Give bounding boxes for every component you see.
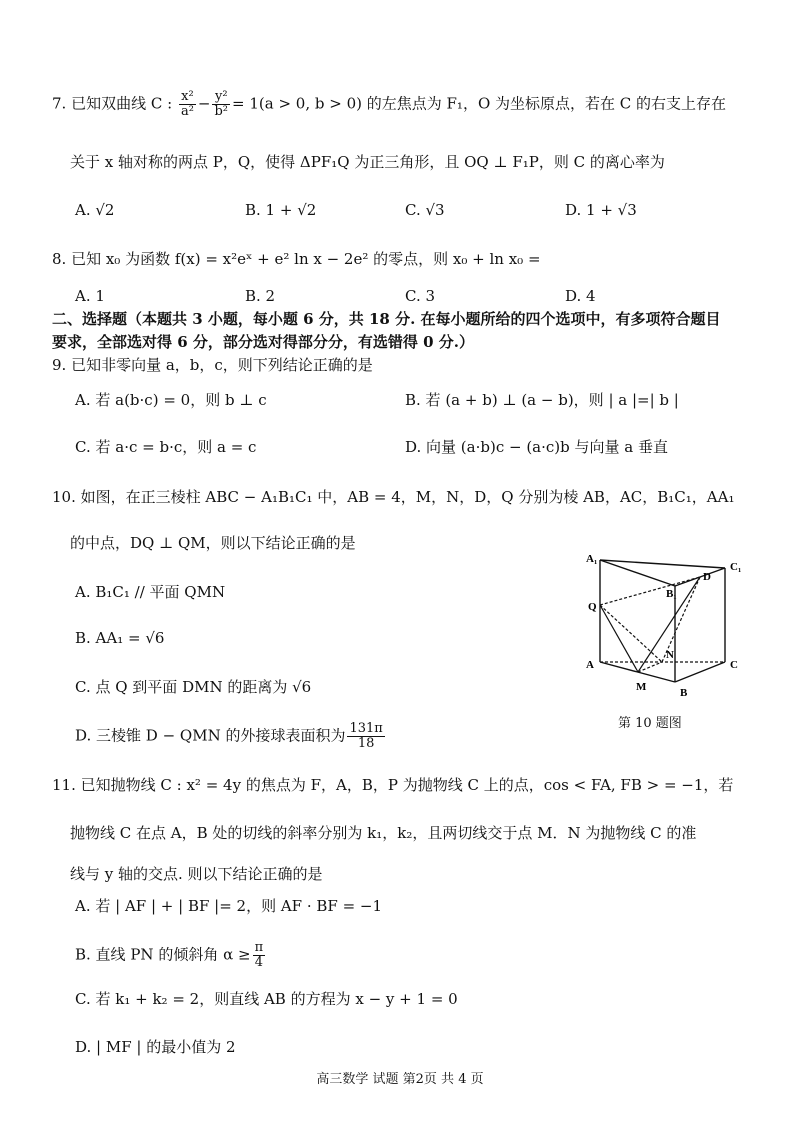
q8-option-b[interactable]: B. 2 [245,287,276,305]
q7-fraction-x: $\frac{\text{x²}}{\text{a²}}$ [180,89,194,119]
q7-option-a[interactable]: A. √2 [75,201,115,219]
q11-option-b[interactable]: B. 直线 PN 的倾斜角 α ≥ $\frac{\pi}{4}$ [75,940,264,970]
section2-line2: 要求，全部选对得 6 分，部分选对得部分分，有选错得 0 分.） [52,333,474,351]
q8-option-a[interactable]: A. 1 [75,287,105,305]
q10-line1: 10. 如图，在正三棱柱 ABC − A₁B₁C₁ 中，AB = 4，M，N，D，Q 分别为棱 AB，AC，B₁C₁，AA₁ [52,488,735,506]
q9-option-b[interactable]: B. 若 (a + b) ⊥ (a − b)，则 | a |=| b | [405,391,679,409]
label-c1: C₁ [730,561,742,573]
q11-line2: 抛物线 C 在点 A，B 处的切线的斜率分别为 k₁，k₂，且两切线交于点 M．N 为抛物线 C 的准 [70,824,697,842]
label-c: C [730,659,738,671]
q11-option-d[interactable]: D. | MF | 的最小值为 2 [75,1038,236,1056]
page-footer: 高三数学 试题 第2页 共 4 页 [316,1072,484,1087]
q11-line1: 11. 已知抛物线 C : x² = 4y 的焦点为 F，A，B，P 为抛物线 C 上的点，cos < FA, FB > = −1，若 [52,776,734,794]
q10-option-b[interactable]: B. AA₁ = √6 [75,629,165,647]
q9-option-a[interactable]: A. 若 a(b·c) = 0，则 b ⊥ c [75,391,267,409]
q11-line3: 线与 y 轴的交点. 则以下结论正确的是 [70,865,323,883]
q9-option-d[interactable]: D. 向量 (a·b)c − (a·c)b 与向量 a 垂直 [405,438,668,456]
q8-line1: 8. 已知 x₀ 为函数 f(x) = x²eˣ + e² ln x − 2e² 的零点，则 x₀ + ln x₀ = [52,250,541,268]
q7-option-d[interactable]: D. 1 + √3 [565,201,637,219]
section2-line1: 二、选择题（本题共 3 小题，每小题 6 分，共 18 分. 在每小题所给的四个选项中，有多项符合题目 [52,310,721,328]
q10-option-a[interactable]: A. B₁C₁ // 平面 QMN [75,583,226,601]
q7-line2: 关于 x 轴对称的两点 P，Q，使得 ΔPF₁Q 为正三角形，且 OQ ⊥ F₁P，则 C 的离心率为 [70,153,665,171]
q7-line1: 7. 已知双曲线 C : $\frac{\text{x²}}{\text{a²}}$ − $\frac{\text{y²}}{\text{b²}}$ = 1(a > 0, b > 0) 的左焦点为 F₁，O 为坐标原点，若在 C 的右支上存在 [52,89,727,119]
q10-option-c[interactable]: C. 点 Q 到平面 DMN 的距离为 √6 [75,678,312,696]
label-n: N [666,649,674,661]
label-m: M [636,681,647,693]
label-a1: A₁ [586,553,598,565]
q11-option-c[interactable]: C. 若 k₁ + k₂ = 2，则直线 AB 的方程为 x − y + 1 = 0 [75,990,458,1008]
q11-option-b-fraction: $\frac{\pi}{4}$ [254,940,264,970]
label-b: B [680,687,688,699]
q9-line1: 9. 已知非零向量 a，b，c，则下列结论正确的是 [52,356,373,374]
q10-option-d[interactable]: D. 三棱锥 D − QMN 的外接球表面积为 $\frac{131\pi}{18}$ [75,721,383,751]
q7-option-c[interactable]: C. √3 [405,201,445,219]
q7-fraction-y: $\frac{\text{y²}}{\text{b²}}$ [214,89,229,119]
q11-option-a[interactable]: A. 若 | AF | + | BF |= 2，则 AF · BF = −1 [75,897,383,915]
label-a: A [586,659,594,671]
q10-line2: 的中点，DQ ⊥ QM，则以下结论正确的是 [70,534,356,552]
label-q: Q [588,601,597,613]
q10-option-d-fraction: $\frac{131\pi}{18}$ [349,721,383,751]
q7-option-b[interactable]: B. 1 + √2 [245,201,317,219]
q8-option-c[interactable]: C. 3 [405,287,436,305]
prism-figure [580,550,750,710]
label-b1: B₁ [666,588,677,600]
label-d: D [703,571,711,583]
figure-caption: 第 10 题图 [618,716,682,731]
q9-option-c[interactable]: C. 若 a·c = b·c，则 a = c [75,438,257,456]
q8-option-d[interactable]: D. 4 [565,287,596,305]
